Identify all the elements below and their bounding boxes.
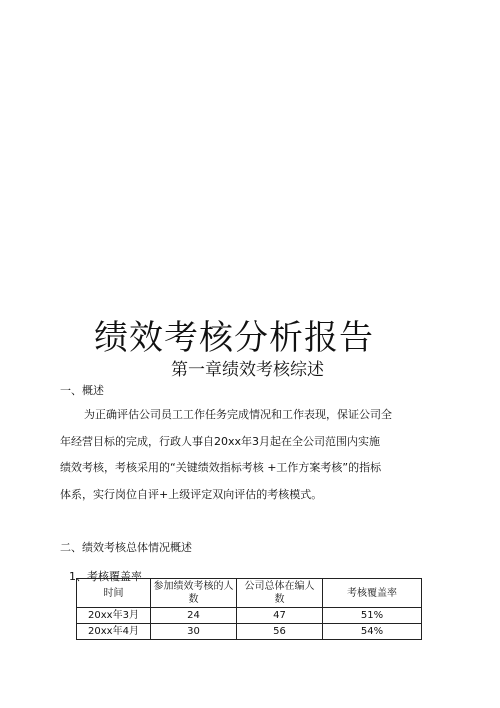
- paragraph-line: 体系，实行岗位自评+上级评定双向评估的考核模式。: [60, 487, 323, 501]
- header-participants: 参加绩效考核的人数: [151, 579, 237, 608]
- coverage-table: [76, 578, 422, 640]
- table-row: [77, 608, 422, 624]
- paragraph-line: 为正确评估公司员工工作任务完成情况和工作表现，保证公司全: [84, 408, 392, 421]
- table-row: [77, 624, 422, 640]
- cell-time: 20xx年3月: [77, 608, 151, 624]
- cell-total-staff: 47: [237, 608, 323, 624]
- section2-heading: 二、绩效考核总体情况概述: [60, 541, 192, 554]
- cell-time: 20xx年4月: [77, 624, 151, 640]
- cell-participants: 30: [151, 624, 237, 640]
- report-title: 绩效考核分析报告: [94, 318, 374, 358]
- header-coverage-rate: 考核覆盖率: [323, 579, 422, 608]
- coverage-subheading: 1、考核覆盖率: [69, 570, 142, 583]
- cell-coverage-rate: 51%: [323, 608, 422, 624]
- section1-paragraph: [60, 402, 450, 508]
- section1-heading: 一、概述: [60, 384, 104, 397]
- paragraph-line: 绩效考核，考核采用的“关键绩效指标考核 +工作方案考核”的指标: [60, 461, 382, 474]
- table-header-row: [77, 579, 422, 608]
- chapter-title: 第一章绩效考核综述: [171, 360, 324, 380]
- cell-total-staff: 56: [237, 624, 323, 640]
- header-total-staff: 公司总体在编人 数: [237, 579, 323, 608]
- cell-participants: 24: [151, 608, 237, 624]
- paragraph-line: 年经营目标的完成，行政人事自20xx年3月起在全公司范围内实施: [60, 434, 381, 448]
- cell-coverage-rate: 54%: [323, 624, 422, 640]
- header-time: 时间: [77, 579, 151, 608]
